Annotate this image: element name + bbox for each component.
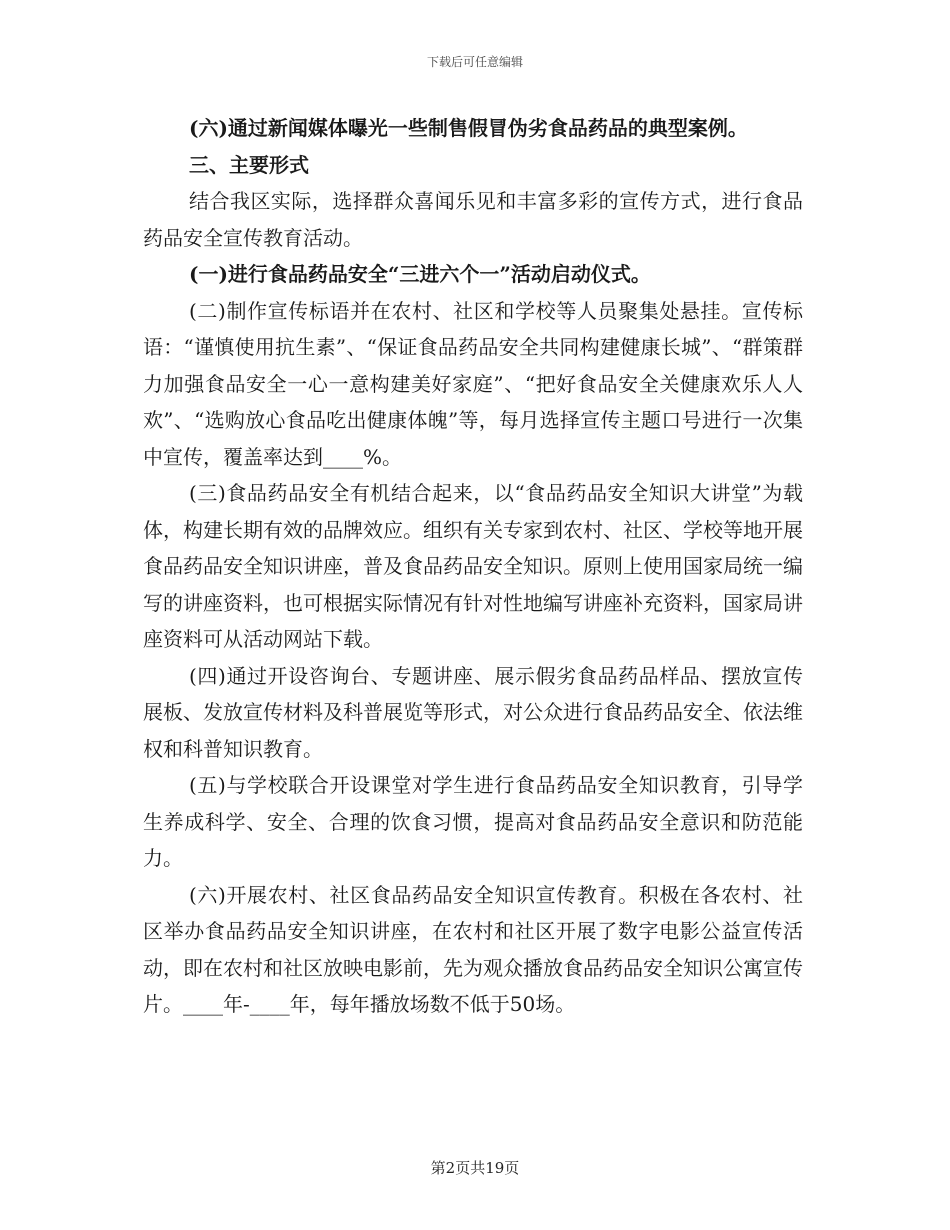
paragraph-7: (四)通过开设咨询台、专题讲座、展示假劣食品药品样品、摆放宣传展板、发放宣传材料及科普展览等形式，对公众进行食品药品安全、依法维权和科普知识教育。: [143, 663, 803, 761]
document-body: [143, 110, 803, 1023]
paragraph-4: (一)进行食品药品安全“三进六个一”活动启动仪式。: [189, 262, 651, 286]
paragraph-3: 结合我区实际，选择群众喜闻乐见和丰富多彩的宣传方式，进行食品药品安全宣传教育活动。: [143, 189, 803, 250]
paragraph-1: (六)通过新闻媒体曝光一些制售假冒伪劣食品药品的典型案例。: [189, 116, 748, 140]
paragraph-9: (六)开展农村、社区食品药品安全知识宣传教育。积极在各农村、社区举办食品药品安全知识讲座，在农村和社区开展了数字电影公益宣传活动，即在农村和社区放映电影前，先为观众播放食品药品安全知识公寓宣传片。____年-____年，每年播放场数不低于50场。: [143, 882, 803, 1016]
paragraph-8: (五)与学校联合开设课堂对学生进行食品药品安全知识教育，引导学生养成科学、安全、合理的饮食习惯，提高对食品药品安全意识和防范能力。: [143, 773, 803, 870]
page-footer: 第2页共19页: [430, 1159, 520, 1177]
paragraph-5: (二)制作宣传标语并在农村、社区和学校等人员聚集处悬挂。宣传标语：“谨慎使用抗生素”、“保证食品药品安全共同构建健康长城”、“群策群力加强食品安全一心一意构建美好家庭”、“把好食品安全关健康欢乐人人欢”、“选购放心食品吃出健康体魄”等，每月选择宣传主题口号进行一次集中宣传，覆盖率达到____%。: [143, 298, 803, 469]
section-heading: 三、主要形式: [189, 152, 309, 177]
paragraph-6: (三)食品药品安全有机结合起来，以“食品药品安全知识大讲堂”为载体，构建长期有效的品牌效应。组织有关专家到农村、社区、学校等地开展食品药品安全知识讲座，普及食品药品安全知识。原则上使用国家局统一编写的讲座资料，也可根据实际情况有针对性地编写讲座补充资料，国家局讲座资料可从活动网站下载。: [143, 481, 803, 651]
page-header: 下载后可任意编辑: [426, 55, 523, 69]
